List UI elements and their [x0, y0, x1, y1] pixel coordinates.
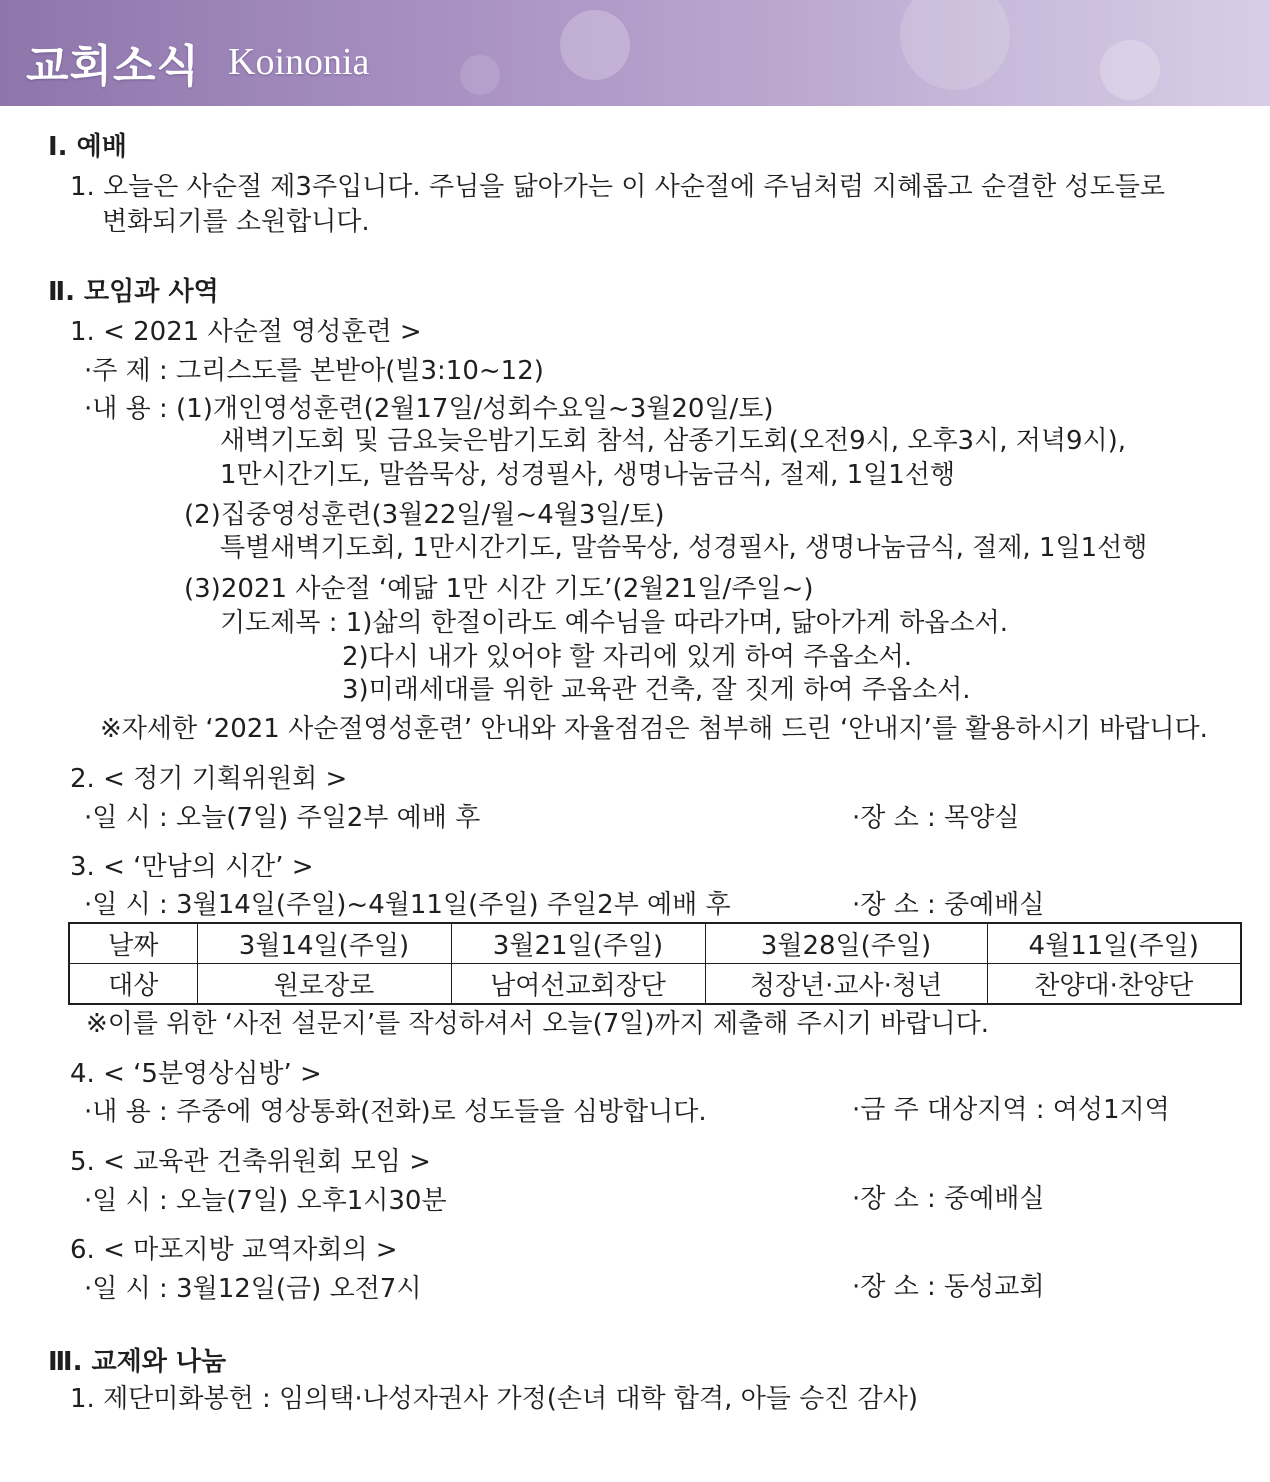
ministry-item-6-time: ·일 시 : 3월12일(금) 오전7시 [84, 1274, 422, 1304]
ministry-item-5-place: ·장 소 : 중예배실 [852, 1184, 1045, 1214]
page-title: 교회소식 [26, 41, 201, 92]
banner-light-spot [560, 10, 630, 80]
table-row-header-date: 날짜 [69, 923, 197, 964]
ministry-item-3-note: ※이를 위한 ‘사전 설문지’를 작성하셔서 오늘(7일)까지 제출해 주시기 바랍니다. [86, 1009, 990, 1039]
section-worship-heading: Ⅰ. 예배 [48, 132, 127, 162]
ministry-item-5-time: ·일 시 : 오늘(7일) 오후1시30분 [84, 1186, 447, 1216]
ministry-item-3-place: ·장 소 : 중예배실 [852, 890, 1045, 920]
section-fellowship-heading: Ⅲ. 교제와 나눔 [48, 1347, 227, 1377]
ministry-item-1-prayer-1: 기도제목 : 1)삶의 한절이라도 예수님을 따라가며, 닮아가게 하옵소서. [220, 608, 1008, 638]
ministry-item-2-title: 2. < 정기 기획위원회 > [70, 764, 348, 794]
banner-light-spot [460, 55, 500, 95]
table-cell-target: 원로장로 [197, 964, 451, 1005]
table-row [69, 923, 1241, 964]
ministry-item-2-time: ·일 시 : 오늘(7일) 주일2부 예배 후 [84, 803, 481, 833]
table-cell-target: 찬양대·찬양단 [987, 964, 1241, 1005]
ministry-item-2-place: ·장 소 : 목양실 [852, 803, 1020, 833]
table-cell-date: 3월21일(주일) [451, 923, 705, 964]
table-cell-target: 청장년·교사·청년 [705, 964, 987, 1005]
table-cell-date: 3월28일(주일) [705, 923, 987, 964]
fellowship-item-1: 1. 제단미화봉헌 : 임의택·나성자권사 가정(손녀 대학 합격, 아들 승진 감사) [70, 1384, 919, 1414]
page-subtitle: Koinonia [228, 41, 370, 83]
ministry-item-1-prayer-2: 2)다시 내가 있어야 할 자리에 있게 하여 주옵소서. [342, 642, 913, 672]
ministry-item-4-content: ·내 용 : 주중에 영상통화(전화)로 성도들을 심방합니다. [84, 1097, 707, 1127]
worship-item-1-line-1: 1. 오늘은 사순절 제3주입니다. 주님을 닮아가는 이 사순절에 주님처럼 지혜롭고 순결한 성도들로 [70, 172, 1165, 202]
ministry-item-1-content-label: ·내 용 : (1)개인영성훈련(2월17일/성회수요일~3월20일/토) [84, 394, 774, 424]
ministry-item-1-note: ※자세한 ‘2021 사순절영성훈련’ 안내와 자율점검은 첨부해 드린 ‘안내지’를 활용하시기 바랍니다. [100, 714, 1208, 744]
table-cell-date: 4월11일(주일) [987, 923, 1241, 964]
ministry-item-4-title: 4. < ‘5분영상심방’ > [70, 1059, 322, 1089]
ministry-item-1-prayer-3: 3)미래세대를 위한 교육관 건축, 잘 짓게 하여 주옵소서. [342, 675, 971, 705]
ministry-item-6-title: 6. < 마포지방 교역자회의 > [70, 1235, 398, 1265]
banner-light-spot [900, 0, 1010, 90]
table-cell-target: 남여선교회장단 [451, 964, 705, 1005]
ministry-item-6-place: ·장 소 : 동성교회 [852, 1272, 1045, 1302]
ministry-item-3-time: ·일 시 : 3월14일(주일)~4월11일(주일) 주일2부 예배 후 [84, 890, 731, 920]
table-cell-date: 3월14일(주일) [197, 923, 451, 964]
header-banner [0, 0, 1270, 106]
ministry-item-4-area: ·금 주 대상지역 : 여성1지역 [852, 1095, 1170, 1125]
ministry-item-1-theme: ·주 제 : 그리스도를 본받아(빌3:10~12) [84, 356, 544, 386]
ministry-item-1-content-2-line-1: 특별새벽기도회, 1만시간기도, 말씀묵상, 성경필사, 생명나눔금식, 절제, 1일1선행 [220, 533, 1148, 563]
worship-item-1-line-2: 변화되기를 소원합니다. [102, 207, 370, 237]
ministry-item-1-title: 1. < 2021 사순절 영성훈련 > [70, 317, 422, 347]
ministry-item-3-title: 3. < ‘만남의 시간’ > [70, 852, 314, 882]
ministry-item-1-content-1-line-2: 1만시간기도, 말씀묵상, 성경필사, 생명나눔금식, 절제, 1일1선행 [220, 460, 956, 490]
table-row [69, 964, 1241, 1005]
ministry-item-1-content-2-title: (2)집중영성훈련(3월22일/월~4월3일/토) [184, 500, 665, 530]
section-ministry-heading: Ⅱ. 모임과 사역 [48, 277, 219, 307]
meeting-schedule-table [68, 922, 1242, 1005]
ministry-item-1-content-3-title: (3)2021 사순절 ‘예닮 1만 시간 기도’(2월21일/주일~) [184, 574, 814, 604]
ministry-item-5-title: 5. < 교육관 건축위원회 모임 > [70, 1147, 431, 1177]
banner-light-spot [1100, 40, 1160, 100]
table-row-header-target: 대상 [69, 964, 197, 1005]
ministry-item-1-content-1-line-1: 새벽기도회 및 금요늦은밤기도회 참석, 삼종기도회(오전9시, 오후3시, 저녁9시), [220, 426, 1127, 456]
